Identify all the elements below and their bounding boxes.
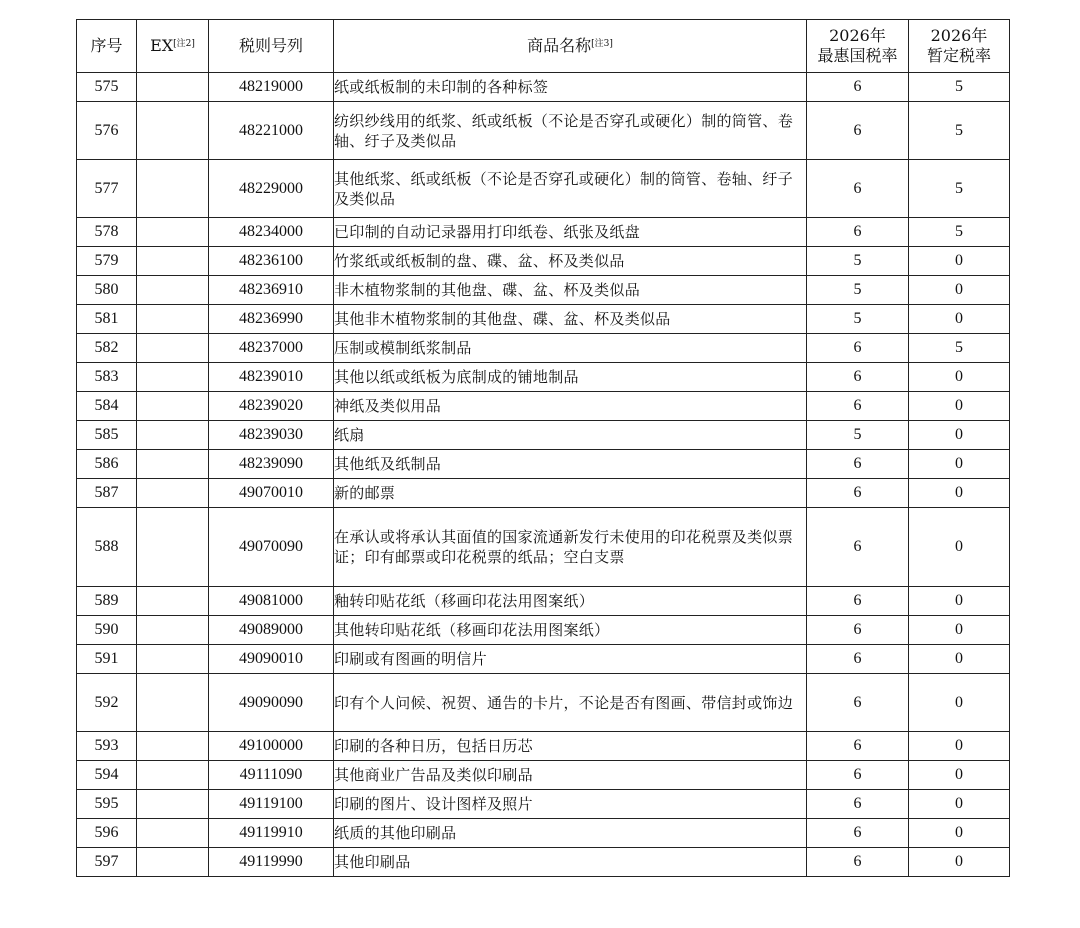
cell-provisional-rate: 0: [909, 450, 1010, 479]
cell-tariff-code: 49070090: [209, 508, 334, 587]
cell-provisional-rate: 5: [909, 160, 1010, 218]
cell-provisional-rate: 0: [909, 761, 1010, 790]
cell-provisional-rate: 0: [909, 790, 1010, 819]
cell-ex: [137, 392, 209, 421]
table-row: [77, 819, 1010, 848]
cell-tariff-code: 49119100: [209, 790, 334, 819]
table-row: [77, 674, 1010, 732]
cell-provisional-rate: 0: [909, 363, 1010, 392]
header-code: 税则号列: [209, 20, 334, 73]
cell-tariff-code: 49090090: [209, 674, 334, 732]
table-row: [77, 160, 1010, 218]
cell-ex: [137, 73, 209, 102]
cell-product-name: 纸扇: [334, 421, 807, 450]
cell-ex: [137, 450, 209, 479]
cell-tariff-code: 48229000: [209, 160, 334, 218]
table-row: [77, 73, 1010, 102]
cell-product-name: 竹浆纸或纸板制的盘、碟、盆、杯及类似品: [334, 247, 807, 276]
cell-tariff-code: 48239030: [209, 421, 334, 450]
cell-mfn-rate: 5: [807, 247, 909, 276]
cell-product-name: 已印制的自动记录器用打印纸卷、纸张及纸盘: [334, 218, 807, 247]
cell-product-name: 纺织纱线用的纸浆、纸或纸板（不论是否穿孔或硬化）制的筒管、卷轴、纡子及类似品: [334, 102, 807, 160]
cell-provisional-rate: 5: [909, 218, 1010, 247]
table-row: [77, 848, 1010, 877]
table-row: [77, 276, 1010, 305]
cell-seq: 596: [77, 819, 137, 848]
cell-product-name: 纸或纸板制的未印制的各种标签: [334, 73, 807, 102]
cell-seq: 592: [77, 674, 137, 732]
cell-seq: 588: [77, 508, 137, 587]
cell-seq: 583: [77, 363, 137, 392]
cell-provisional-rate: 0: [909, 421, 1010, 450]
cell-mfn-rate: 6: [807, 218, 909, 247]
cell-product-name: 其他商业广告品及类似印刷品: [334, 761, 807, 790]
table-row: [77, 218, 1010, 247]
cell-provisional-rate: 5: [909, 334, 1010, 363]
cell-ex: [137, 305, 209, 334]
cell-mfn-rate: 6: [807, 73, 909, 102]
cell-ex: [137, 218, 209, 247]
cell-product-name: 其他纸浆、纸或纸板（不论是否穿孔或硬化）制的筒管、卷轴、纡子及类似品: [334, 160, 807, 218]
cell-provisional-rate: 0: [909, 508, 1010, 587]
cell-mfn-rate: 5: [807, 421, 909, 450]
cell-mfn-rate: 6: [807, 479, 909, 508]
cell-seq: 582: [77, 334, 137, 363]
cell-provisional-rate: 0: [909, 479, 1010, 508]
table-row: [77, 247, 1010, 276]
cell-product-name: 非木植物浆制的其他盘、碟、盆、杯及类似品: [334, 276, 807, 305]
cell-ex: [137, 761, 209, 790]
cell-tariff-code: 48221000: [209, 102, 334, 160]
cell-provisional-rate: 0: [909, 848, 1010, 877]
cell-tariff-code: 48239090: [209, 450, 334, 479]
table-row: [77, 587, 1010, 616]
table-row: [77, 363, 1010, 392]
cell-ex: [137, 334, 209, 363]
cell-provisional-rate: 0: [909, 674, 1010, 732]
cell-provisional-rate: 0: [909, 819, 1010, 848]
header-mfn-rate: 2026年 最惠国税率: [807, 20, 909, 73]
cell-seq: 577: [77, 160, 137, 218]
table-row: [77, 479, 1010, 508]
cell-provisional-rate: 0: [909, 645, 1010, 674]
cell-ex: [137, 247, 209, 276]
cell-seq: 589: [77, 587, 137, 616]
cell-ex: [137, 674, 209, 732]
cell-provisional-rate: 0: [909, 276, 1010, 305]
cell-seq: 580: [77, 276, 137, 305]
tariff-table: [76, 19, 1010, 877]
cell-ex: [137, 479, 209, 508]
cell-provisional-rate: 5: [909, 102, 1010, 160]
cell-tariff-code: 48236990: [209, 305, 334, 334]
cell-mfn-rate: 6: [807, 102, 909, 160]
cell-mfn-rate: 6: [807, 616, 909, 645]
table-row: [77, 732, 1010, 761]
cell-product-name: 其他非木植物浆制的其他盘、碟、盆、杯及类似品: [334, 305, 807, 334]
cell-product-name: 印刷的图片、设计图样及照片: [334, 790, 807, 819]
cell-seq: 597: [77, 848, 137, 877]
cell-product-name: 纸质的其他印刷品: [334, 819, 807, 848]
cell-mfn-rate: 6: [807, 392, 909, 421]
cell-mfn-rate: 6: [807, 363, 909, 392]
cell-tariff-code: 49090010: [209, 645, 334, 674]
cell-mfn-rate: 6: [807, 645, 909, 674]
table-row: [77, 392, 1010, 421]
cell-mfn-rate: 6: [807, 334, 909, 363]
cell-seq: 594: [77, 761, 137, 790]
header-name: 商品名称[注3]: [334, 20, 807, 73]
cell-product-name: 印刷或有图画的明信片: [334, 645, 807, 674]
cell-seq: 576: [77, 102, 137, 160]
cell-mfn-rate: 6: [807, 761, 909, 790]
cell-mfn-rate: 6: [807, 674, 909, 732]
cell-provisional-rate: 5: [909, 73, 1010, 102]
cell-tariff-code: 49119990: [209, 848, 334, 877]
cell-seq: 586: [77, 450, 137, 479]
cell-ex: [137, 508, 209, 587]
cell-mfn-rate: 6: [807, 508, 909, 587]
header-provisional-rate: 2026年 暂定税率: [909, 20, 1010, 73]
cell-seq: 585: [77, 421, 137, 450]
cell-tariff-code: 49119910: [209, 819, 334, 848]
header-name-note: [注3]: [591, 39, 613, 49]
cell-mfn-rate: 6: [807, 790, 909, 819]
table-header-row: [77, 20, 1010, 73]
cell-product-name: 其他转印贴花纸（移画印花法用图案纸）: [334, 616, 807, 645]
cell-ex: [137, 645, 209, 674]
table-row: [77, 450, 1010, 479]
cell-provisional-rate: 0: [909, 247, 1010, 276]
cell-seq: 575: [77, 73, 137, 102]
table-row: [77, 616, 1010, 645]
cell-product-name: 其他以纸或纸板为底制成的铺地制品: [334, 363, 807, 392]
cell-tariff-code: 49089000: [209, 616, 334, 645]
cell-mfn-rate: 6: [807, 732, 909, 761]
cell-mfn-rate: 5: [807, 276, 909, 305]
cell-ex: [137, 363, 209, 392]
cell-mfn-rate: 6: [807, 160, 909, 218]
table-row: [77, 761, 1010, 790]
header-ex: EX[注2]: [137, 20, 209, 73]
cell-tariff-code: 48236910: [209, 276, 334, 305]
cell-mfn-rate: 6: [807, 848, 909, 877]
cell-mfn-rate: 6: [807, 819, 909, 848]
cell-product-name: 新的邮票: [334, 479, 807, 508]
cell-seq: 578: [77, 218, 137, 247]
cell-tariff-code: 48219000: [209, 73, 334, 102]
cell-seq: 595: [77, 790, 137, 819]
header-ex-note: [注2]: [173, 39, 195, 49]
cell-tariff-code: 48239010: [209, 363, 334, 392]
cell-tariff-code: 49081000: [209, 587, 334, 616]
cell-product-name: 其他印刷品: [334, 848, 807, 877]
cell-seq: 581: [77, 305, 137, 334]
cell-seq: 584: [77, 392, 137, 421]
table-row: [77, 102, 1010, 160]
cell-tariff-code: 48237000: [209, 334, 334, 363]
cell-mfn-rate: 6: [807, 587, 909, 616]
cell-ex: [137, 160, 209, 218]
cell-seq: 591: [77, 645, 137, 674]
cell-provisional-rate: 0: [909, 732, 1010, 761]
cell-ex: [137, 102, 209, 160]
cell-mfn-rate: 5: [807, 305, 909, 334]
cell-seq: 593: [77, 732, 137, 761]
cell-tariff-code: 48239020: [209, 392, 334, 421]
cell-ex: [137, 732, 209, 761]
cell-product-name: 在承认或将承认其面值的国家流通新发行未使用的印花税票及类似票证；印有邮票或印花税票的纸品；空白支票: [334, 508, 807, 587]
cell-product-name: 印刷的各种日历，包括日历芯: [334, 732, 807, 761]
cell-product-name: 釉转印贴花纸（移画印花法用图案纸）: [334, 587, 807, 616]
cell-ex: [137, 848, 209, 877]
table-row: [77, 508, 1010, 587]
cell-tariff-code: 49100000: [209, 732, 334, 761]
table-row: [77, 305, 1010, 334]
table-row: [77, 334, 1010, 363]
cell-ex: [137, 587, 209, 616]
cell-provisional-rate: 0: [909, 587, 1010, 616]
table-row: [77, 645, 1010, 674]
cell-seq: 590: [77, 616, 137, 645]
cell-tariff-code: 48234000: [209, 218, 334, 247]
cell-seq: 587: [77, 479, 137, 508]
cell-provisional-rate: 0: [909, 305, 1010, 334]
cell-tariff-code: 49111090: [209, 761, 334, 790]
cell-provisional-rate: 0: [909, 392, 1010, 421]
cell-product-name: 印有个人问候、祝贺、通告的卡片，不论是否有图画、带信封或饰边: [334, 674, 807, 732]
cell-seq: 579: [77, 247, 137, 276]
cell-product-name: 神纸及类似用品: [334, 392, 807, 421]
cell-tariff-code: 48236100: [209, 247, 334, 276]
cell-ex: [137, 790, 209, 819]
header-seq: 序号: [77, 20, 137, 73]
cell-product-name: 压制或模制纸浆制品: [334, 334, 807, 363]
cell-mfn-rate: 6: [807, 450, 909, 479]
cell-product-name: 其他纸及纸制品: [334, 450, 807, 479]
cell-provisional-rate: 0: [909, 616, 1010, 645]
cell-ex: [137, 421, 209, 450]
cell-ex: [137, 276, 209, 305]
table-row: [77, 790, 1010, 819]
table-row: [77, 421, 1010, 450]
cell-ex: [137, 819, 209, 848]
cell-ex: [137, 616, 209, 645]
cell-tariff-code: 49070010: [209, 479, 334, 508]
